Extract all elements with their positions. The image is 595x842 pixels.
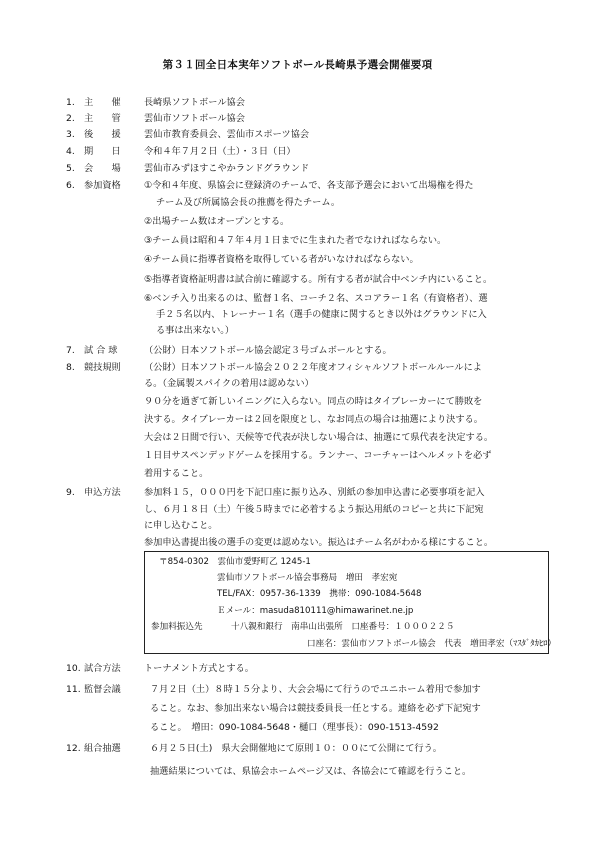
contact-postal: 〒854-0302 雲仙市愛野町乙 1245-1 — [159, 557, 311, 567]
item-number: 7. — [66, 345, 75, 356]
application-line: に申し込むこと。 — [144, 520, 218, 531]
item-value: 雲仙市教育委員会、雲仙市スポーツ協会 — [144, 129, 310, 140]
bank-label: 参加料振込先 — [151, 622, 203, 632]
item-value: ①令和４年度、県協会に登録済のチームで、各支部予選会において出場権を得た — [144, 180, 474, 191]
qualification-line: ③チーム員は昭和４７年４月１日までに生まれた者でなければならない。 — [144, 235, 447, 246]
application-line: 参加申込書提出後の選手の変更は認めない。振込はチーム名がわかる様にすること。 — [144, 537, 494, 548]
contact-tel: TEL/FAX：0957-36-1339 携帯：090-1084-5648 — [217, 589, 422, 599]
rules-line: 決する。タイブレーカーは２回を限度とし、なお同点の場合は抽選により決する。 — [144, 414, 483, 425]
bank-account: 口座名：雲仙市ソフトボール協会 代表 増田孝宏（ﾏｽﾀﾞﾀｶﾋﾛ） — [307, 639, 557, 649]
item-label: 主 催 — [84, 97, 121, 108]
item-value: 参加料１５，０００円を下記口座に振り込み、別紙の参加申込書に必要事項を記入 — [144, 487, 485, 498]
qualification-line: ⑥ベンチ入り出来るのは、監督１名、コーチ２名、スコアラー１名（有資格者）、選 — [144, 293, 488, 304]
item-label: 主 管 — [84, 113, 121, 124]
item-number: 8. — [66, 362, 75, 373]
item-value: ７月２日（土）８時１５分より、大会会場にて行うのでユニホーム着用で参加す — [150, 684, 481, 695]
contact-box — [144, 551, 557, 654]
item-value: トーナメント方式とする。 — [144, 663, 254, 674]
rules-line: 大会は２日間で行い、天候等で代表が決しない場合は、抽選にて県代表を決定する。 — [144, 432, 494, 443]
item-label: 監督会議 — [84, 684, 121, 695]
item-label: 競技規則 — [84, 362, 121, 373]
item-label: 試 合 球 — [84, 345, 118, 356]
item-value: 雲仙市ソフトボール協会 — [144, 113, 245, 124]
application-line: し、６月１８日（土）午後５時までに必着するよう振込用紙のコピーと共に下記宛 — [144, 504, 484, 515]
item-number: 10. — [66, 663, 81, 674]
item-label: 会 場 — [84, 163, 121, 174]
item-number: 2. — [66, 113, 75, 124]
document-title: 第３１回全日本実年ソフトボール長崎県予選会開催要項 — [162, 59, 433, 71]
item-label: 組合抽選 — [84, 743, 121, 754]
contact-office: 雲仙市ソフトボール協会事務局 増田 孝宏宛 — [217, 573, 398, 583]
meeting-line: ること。 増田：090-1084-5648・樋口（理事長）：090-1513-4592 — [150, 722, 439, 733]
item-value: 雲仙市みずほすこやかランドグラウンド — [144, 163, 310, 174]
item-label: 参加資格 — [84, 180, 121, 191]
rules-line: １日目サスペンデッドゲームを採用する。ランナー、コーチャーはヘルメットを必ず — [144, 450, 492, 461]
item-value: ６月２５日(土) 県大会開催地にて原則１０：００にて公開にて行う。 — [150, 743, 442, 754]
qualification-line: 手２５名以内、トレーナー１名（選手の健康に関するとき以外はグラウンドに入 — [156, 309, 487, 320]
qualification-line: ②出場チーム数はオープンとする。 — [144, 216, 290, 227]
item-value: 令和４年７月２日（土）・３日（日） — [144, 146, 296, 157]
item-number: 6. — [66, 180, 75, 191]
qualification-line: る事は出来ない。） — [156, 325, 235, 336]
qualification-line: ④チーム員に指導者資格を取得している者がいなければならない。 — [144, 254, 419, 265]
meeting-line: ること。なお、参加出来ない場合は競技委員長一任とする。連絡を必ず下記宛す — [150, 703, 481, 714]
qualification-line: ⑤指導者資格証明書は試合前に確認する。所有する者が試合中ベンチ内にいること。 — [144, 274, 493, 285]
item-number: 5. — [66, 163, 75, 174]
item-number: 9. — [66, 487, 75, 498]
bank-info: 十八親和銀行 南串山出張所 口座番号：１０００２２５ — [231, 622, 455, 632]
qualification-line: チーム及び所属協会長の推薦を得たチーム。 — [156, 197, 341, 208]
item-label: 試合方法 — [84, 663, 121, 674]
rules-line: ９０分を過ぎて新しいイニングに入らない。同点の時はタイブレーカーにて勝敗を — [144, 396, 483, 407]
lottery-line: 抽選結果については、県協会ホームページ又は、各協会にて確認を行うこと。 — [150, 766, 472, 777]
item-number: 12. — [66, 743, 81, 754]
item-value: （公財）日本ソフトボール協会２０２２年度オフィシャルソフトボールルールによ — [144, 362, 482, 373]
item-value: （公財）日本ソフトボール協会認定３号ゴムボールとする。 — [144, 345, 392, 356]
item-number: 1. — [66, 97, 75, 108]
item-label: 申込方法 — [84, 487, 121, 498]
item-number: 11. — [66, 684, 81, 695]
item-number: 3. — [66, 129, 75, 140]
rules-line: る。（金属製スパイクの着用は認めない） — [144, 378, 314, 389]
rules-line: 着用すること。 — [144, 468, 209, 479]
item-value: 長崎県ソフトボール協会 — [144, 97, 245, 108]
item-number: 4. — [66, 146, 75, 157]
item-label: 期 日 — [84, 146, 121, 157]
contact-email: Ｅメール：masuda810111@himawarinet.ne.jp — [217, 606, 414, 616]
item-label: 後 援 — [84, 129, 121, 140]
